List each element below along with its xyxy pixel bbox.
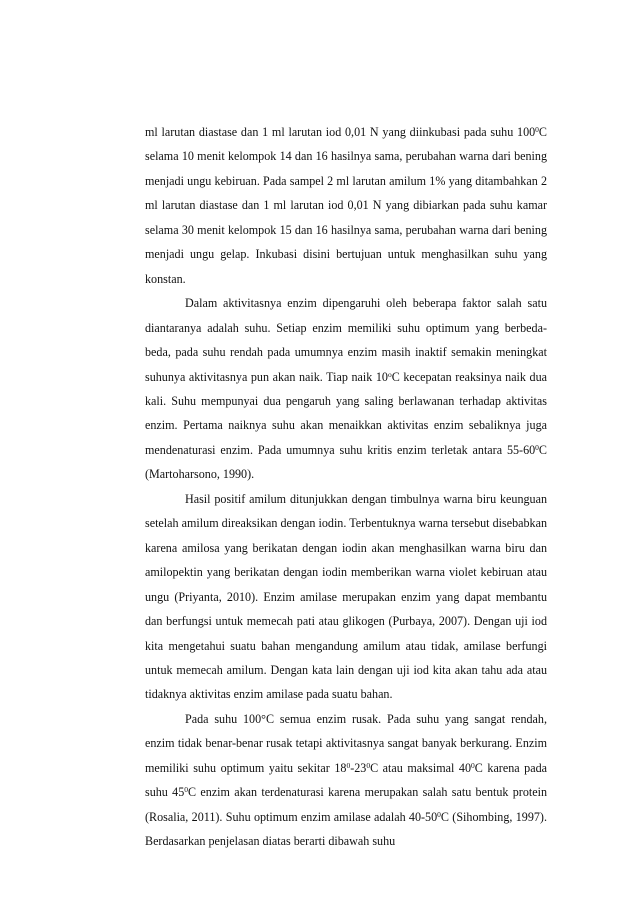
paragraph-1: ml larutan diastase dan 1 ml larutan iod 0,01 N yang diinkubasi pada suhu $100^0C$ selama 10 menit kelompok 14 dan 16 hasilnya sama, perubahan warna dari bening menjadi ungu kebiruan. Pada sampel 2 ml larutan amilum 1% yang ditambahkan 2 ml larutan diastase dan 1 ml larutan iod 0,01 N yang dibiarkan pada suhu kamar selama 30 menit kelompok 15 dan 16 hasilnya sama, perubahan warna dari bening menjadi ungu gelap. Inkubasi disini bertujuan untuk menghasilkan suhu yang konstan.	[145, 125, 547, 286]
paragraph-2: Dalam aktivitasnya enzim dipengaruhi oleh beberapa faktor salah satu diantaranya adalah suhu. Setiap enzim memiliki suhu optimum yang berbeda-beda, pada suhu rendah pada umumnya enzim masih inaktif semakin meningkat suhunya aktivitasnya pun akan naik. Tiap naik 10$^o$C kecepatan reaksinya naik dua kali. Suhu mempunyai dua pengaruh yang saling berlawanan terhadap aktivitas enzim. Pertama naiknya suhu akan menaikkan aktivitas enzim sebaliknya juga mendenaturasi enzim. Pada umumnya suhu kritis enzim terletak antara $55-60^0C$ (Martoharsono, 1990).	[145, 296, 547, 482]
paragraph-3: Hasil positif amilum ditunjukkan dengan timbulnya warna biru keunguan setelah amilum direaksikan dengan iodin. Terbentuknya warna tersebut disebabkan karena amilosa yang berikatan dengan iodin akan menghasilkan warna biru dan amilopektin yang berikatan dengan iodin memberikan warna violet kebiruan atau ungu (Priyanta, 2010). Enzim amilase merupakan enzim yang dapat membantu dan berfungsi untuk memecah pati atau glikogen (Purbaya, 2007). Dengan uji iod kita mengetahui suatu bahan mengandung amilum atau tidak, amilase berfungi untuk memecah amilum. Dengan kata lain dengan uji iod kita akan tahu ada atau tidaknya aktivitas enzim amilase pada suatu bahan.	[145, 491, 547, 702]
paragraph-4: Pada suhu 100°C semua enzim rusak. Pada suhu yang sangat rendah, enzim tidak benar-benar rusak tetapi aktivitasnya sangat banyak berkurang. Enzim memiliki suhu optimum yaitu sekitar $18^0-23^0C$ atau maksimal $40^0C$ karena pada suhu $45^0C$ enzim akan terdenaturasi karena merupakan salah satu bentuk protein (Rosalia, 2011). Suhu optimum enzim amilase adalah $40-50^0C$ (Sihombing, 1997). Berdasarkan penjelasan diatas berarti dibawah suhu	[145, 711, 548, 849]
document-page	[145, 120, 547, 854]
